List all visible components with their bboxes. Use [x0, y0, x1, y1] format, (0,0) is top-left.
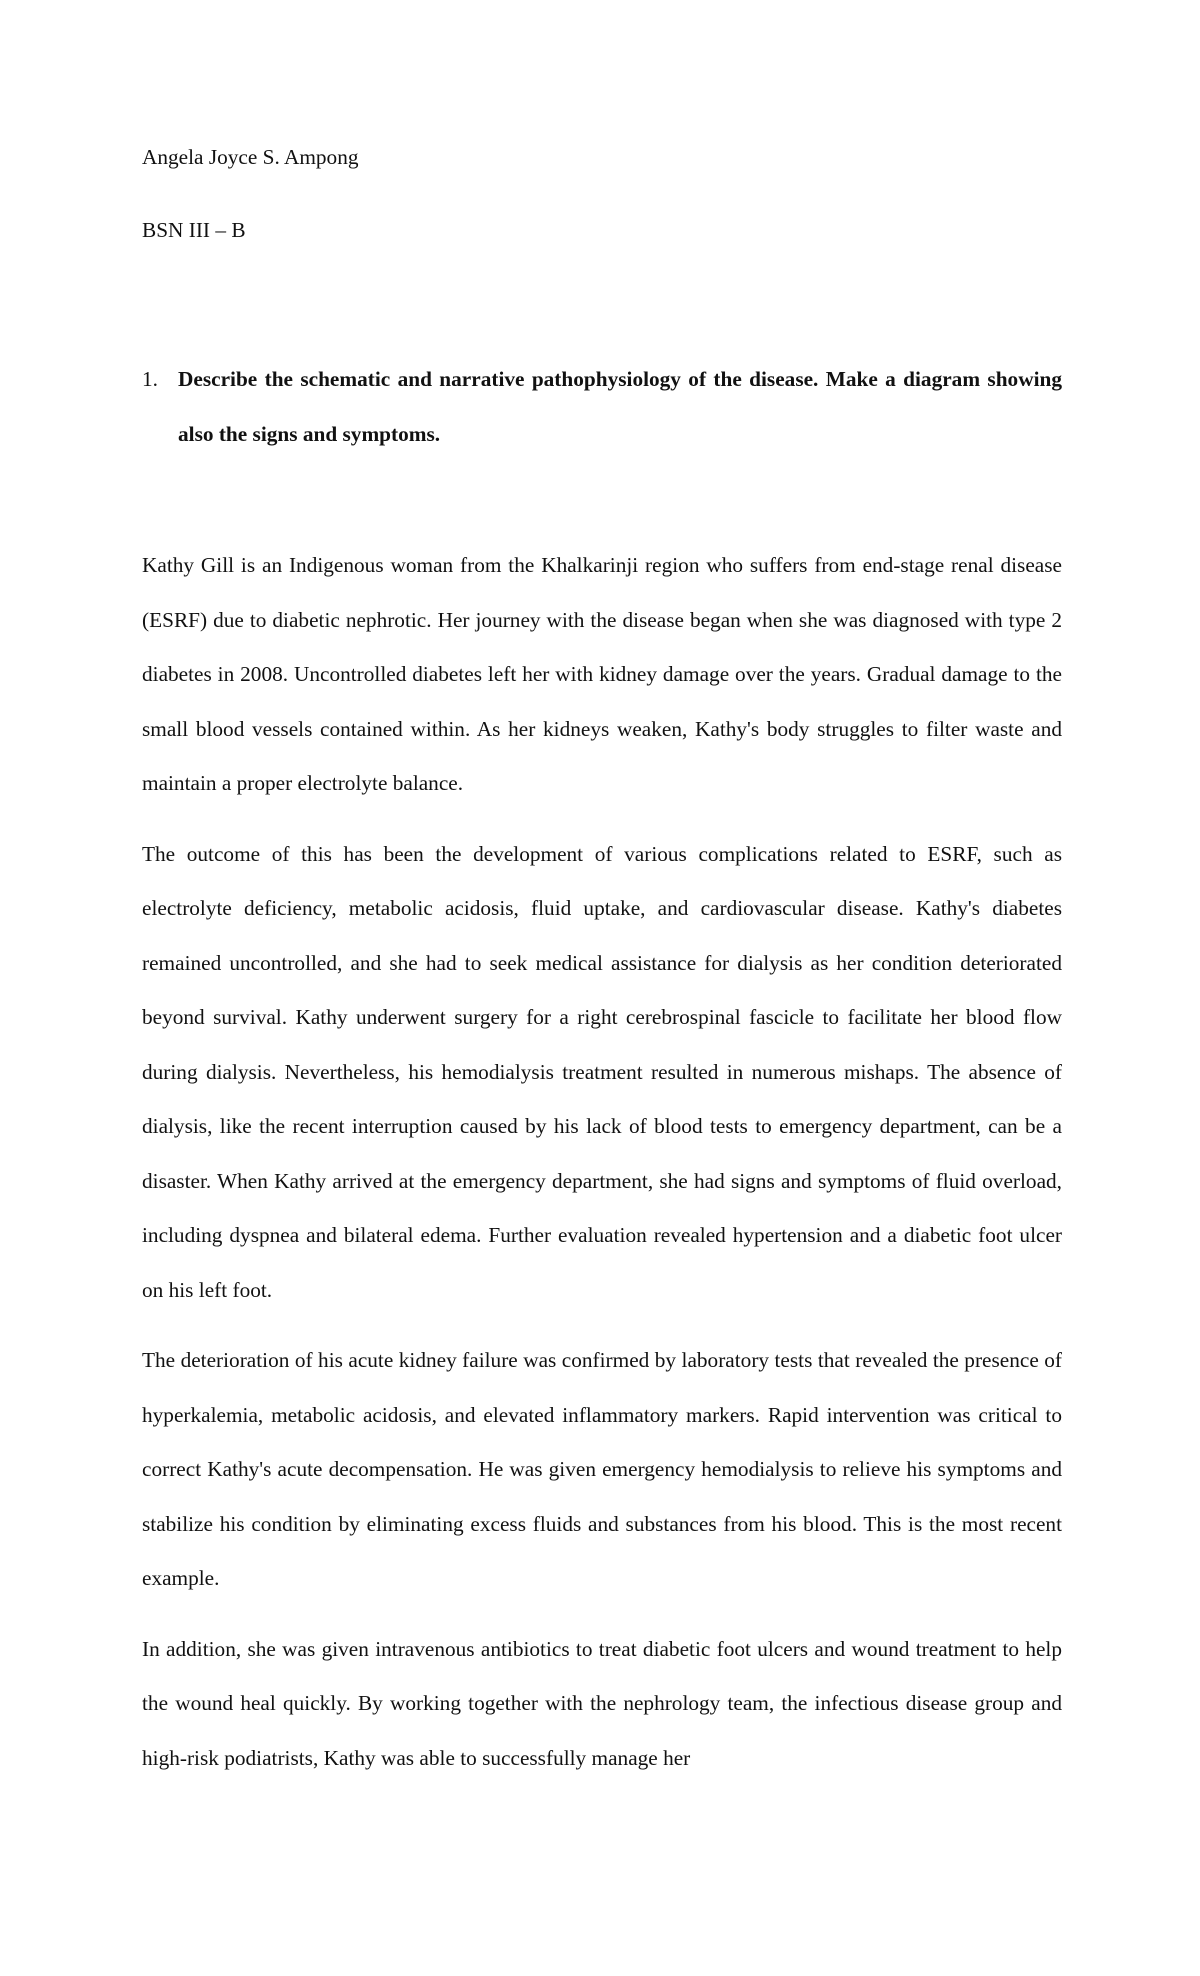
class-section: BSN III – B [142, 218, 246, 242]
paragraph-4: In addition, she was given intravenous antibiotics to treat diabetic foot ulcers and wound treatment to help the wound heal quickly. By working together with the nephrology team, the infectious disease group and high-risk podiatrists, Kathy was able to successfully manage her [142, 1636, 1062, 1770]
question-text: Describe the schematic and narrative pathophysiology of the disease. Make a diagram showing also the signs and symptoms. [178, 367, 1062, 446]
question-number: 1. [142, 367, 158, 391]
paragraph-1: Kathy Gill is an Indigenous woman from the Khalkarinji region who suffers from end-stage renal disease (ESRF) due to diabetic nephrotic. Her journey with the disease began when she was diagnosed with type 2 diabetes in 2008. Uncontrolled diabetes left her with kidney damage over the years. Gradual damage to the small blood vessels contained within. As her kidneys weaken, Kathy's body struggles to filter waste and maintain a proper electrolyte balance. [142, 553, 1062, 795]
question-item [142, 352, 1062, 461]
body-text [142, 538, 1062, 1785]
paragraph-2: The outcome of this has been the development of various complications related to ESRF, such as electrolyte deficiency, metabolic acidosis, fluid uptake, and cardiovascular disease. Kathy's diabetes remained uncontrolled, and she had to seek medical assistance for dialysis as her condition deteriorated beyond survival. Kathy underwent surgery for a right cerebrospinal fascicle to facilitate her blood flow during dialysis. Nevertheless, his hemodialysis treatment resulted in numerous mishaps. The absence of dialysis, like the recent interruption caused by his lack of blood tests to emergency department, can be a disaster. When Kathy arrived at the emergency department, she had signs and symptoms of fluid overload, including dyspnea and bilateral edema. Further evaluation revealed hypertension and a diabetic foot ulcer on his left foot. [142, 841, 1062, 1302]
paragraph-3: The deterioration of his acute kidney failure was confirmed by laboratory tests that revealed the presence of hyperkalemia, metabolic acidosis, and elevated inflammatory markers. Rapid intervention was critical to correct Kathy's acute decompensation. He was given emergency hemodialysis to relieve his symptoms and stabilize his condition by eliminating excess fluids and substances from his blood. This is the most recent example. [142, 1348, 1062, 1590]
author-name: Angela Joyce S. Ampong [142, 145, 359, 169]
